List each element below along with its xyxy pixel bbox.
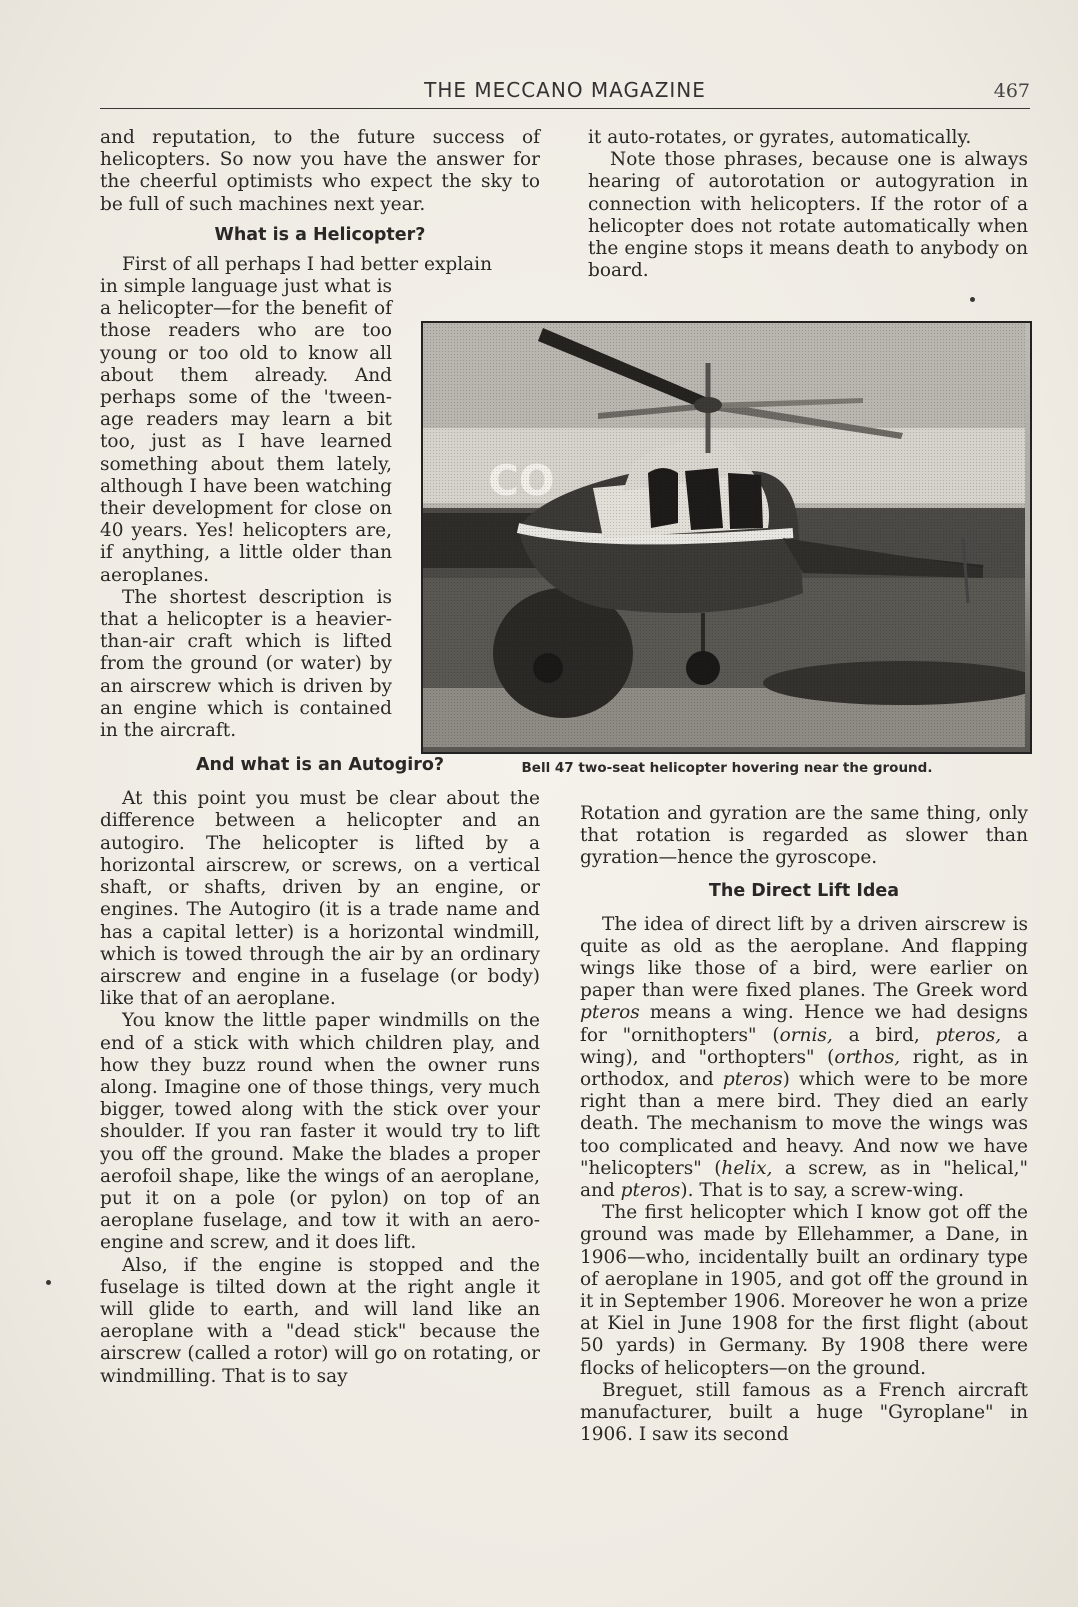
paragraph-engine-stopped: Also, if the engine is stopped and the fuselage is tilted down at the right angle it will glide to earth, and will land like an aeroplane with a "dead stick" because the airscrew (called a rotor) will go on rotating, or windmilling. That is to say bbox=[100, 1254, 540, 1387]
paragraph-explain: in simple language just what is a helicopter—for the benefit of those readers who are too young or too old to know all about them already. And perhaps some of the 'tween-age readers may learn a bit too, just as I have learned something about them lately, although I have been watching their development for close on 40 years. Yes! helicopters are, if anything, a little older than aeroplanes. bbox=[100, 276, 392, 586]
paragraph-auto-rotates: it auto-rotates, or gyrates, automatically. bbox=[588, 127, 972, 148]
text-run: right, as in orthodox, and bbox=[580, 1046, 1028, 1091]
paragraph-note-phrases: Note those phrases, because one is always hearing of autorotation or autogyration in connection with helicopters. If the rotor of a helicopter does not rotate automatically when the engine stops it means death to anybody on board. bbox=[588, 149, 1028, 282]
print-speck bbox=[46, 1280, 51, 1285]
helicopter-photo bbox=[421, 321, 1032, 754]
paragraph-ellehammer: The first helicopter which I know got off the ground was made by Ellehammer, a Dane, in 1906—who, incidentally built an ordinary type of aeroplane in 1905, and got off the ground in it in September 1906. Moreover he won a prize at Kiel in June 1908 for the first flight (about 50 yards) in Germany. By 1908 there were flocks of helicopters—on the ground. bbox=[580, 1202, 1028, 1379]
italic-term: pteros bbox=[722, 1069, 783, 1091]
bell-47-helicopter-image bbox=[423, 323, 1025, 747]
text-run: The idea of direct lift by a driven airscrew is quite as old as the aeroplane. And flapping wings like those of a bird, were earlier on paper than were fixed planes. The Greek word bbox=[580, 913, 1028, 1002]
italic-term: helix, bbox=[721, 1157, 773, 1179]
paragraph-breguet: Breguet, still famous as a French aircraft manufacturer, built a huge "Gyroplane" in 1906. I saw its second bbox=[580, 1379, 1028, 1446]
text-run: a bird, bbox=[832, 1024, 936, 1046]
paragraph-autogiro-difference: At this point you must be clear about the difference between a helicopter and an autogiro. The helicopter is lifted by a horizontal airscrew, or screws, on a vertical shaft, or shafts, driven by an engine, or engines. The Autogiro (it is a trade name and has a capital letter) is a horizontal windmill, which is towed through the air by an ordinary airscrew and engine in a fuselage (or body) like that of an aeroplane. bbox=[100, 788, 540, 1010]
italic-term: orthos, bbox=[834, 1046, 901, 1068]
heading-direct-lift: The Direct Lift Idea bbox=[708, 880, 900, 901]
heading-what-is-helicopter: What is a Helicopter? bbox=[214, 224, 426, 245]
italic-term: pteros bbox=[580, 1002, 640, 1024]
text-run: a wing), and "orthopters" ( bbox=[580, 1024, 1028, 1068]
intro-paragraph: and reputation, to the future success of helicopters. So now you have the answer for the cheerful optimists who expect the sky to be full of such machines next year. bbox=[100, 127, 540, 215]
magazine-title: THE MECCANO MAGAZINE bbox=[424, 78, 706, 102]
left-column bbox=[100, 127, 540, 1388]
print-speck bbox=[970, 297, 975, 302]
heading-what-is-autogiro: And what is an Autogiro? bbox=[195, 755, 445, 776]
paragraph-shortest-description: The shortest description is that a helicopter is a heavier-than-air craft which is lifted from the ground (or water) by an airscrew which is driven by an engine which is contained in the aircraft. bbox=[100, 586, 392, 742]
italic-term: pteros, bbox=[935, 1024, 1002, 1046]
text-run: means a wing. Hence we had designs for "ornithopters" ( bbox=[580, 1002, 1028, 1046]
paragraph-first-line: First of all perhaps I had better explain bbox=[122, 253, 492, 275]
text-run: ). That is to say, a screw-wing. bbox=[680, 1180, 965, 1202]
text-run: ) which were to be more right than a mere bird. They died an early death. The mechanism to move the wings was too complicated and heavy. And now we have "helicopters" ( bbox=[580, 1069, 1028, 1179]
italic-term: pteros bbox=[620, 1180, 681, 1202]
right-column-top bbox=[588, 127, 1028, 282]
narrow-text-block bbox=[100, 276, 392, 742]
right-column-bottom bbox=[580, 803, 1028, 1446]
italic-term: ornis, bbox=[779, 1024, 833, 1046]
text-run: a screw, as in "helical," and bbox=[580, 1157, 1029, 1202]
photo-caption: Bell 47 two-seat helicopter hovering near the ground. bbox=[521, 760, 933, 776]
paragraph-paper-windmills: You know the little paper windmills on the end of a stick with which children play, and how they buzz round when the owner runs along. Imagine one of those things, very much bigger, towed along with the stick over your shoulder. If you ran faster it would try to lift you off the ground. Make the blades a proper aerofoil shape, like the wings of an aeroplane, put it on a pole (or pylon) on top of an aeroplane fuselage, and tow it with an aero-engine and screw, and it does lift. bbox=[100, 1010, 540, 1254]
running-head bbox=[100, 78, 1030, 109]
paragraph-direct-lift bbox=[580, 914, 1028, 1203]
page-number: 467 bbox=[993, 80, 1030, 102]
paragraph-rotation-gyration: Rotation and gyration are the same thing, only that rotation is regarded as slower than gyration—hence the gyroscope. bbox=[580, 803, 1028, 869]
